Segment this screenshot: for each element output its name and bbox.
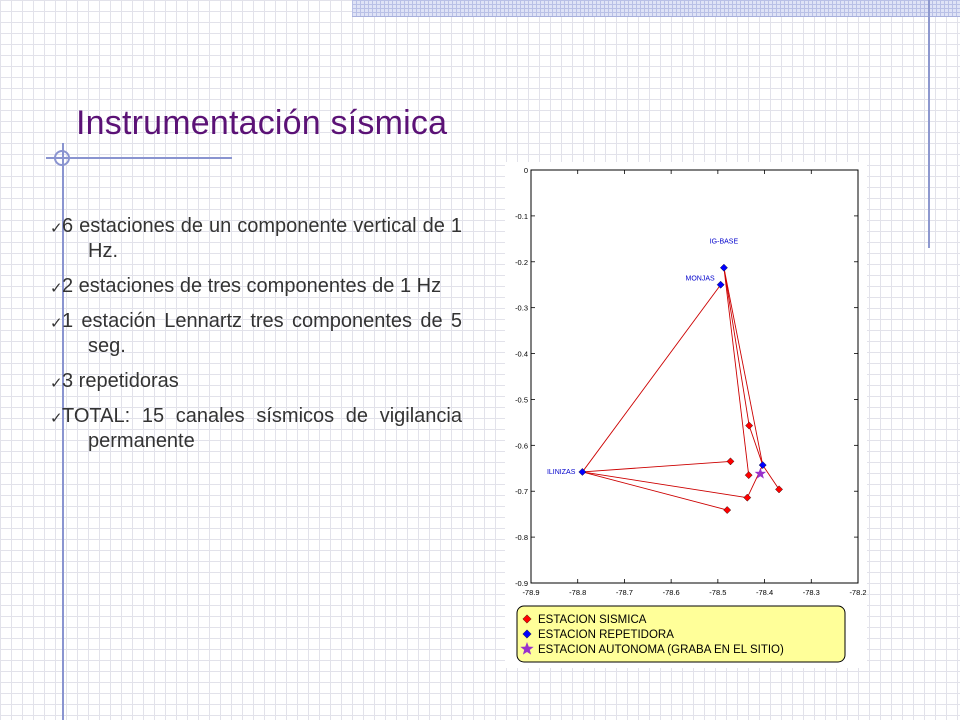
y-tick-label: -0.9 (515, 579, 528, 588)
station-label: MONJAS (685, 275, 715, 283)
bullet-text: 6 estaciones de un componente vertical de 1 Hz. (62, 215, 462, 262)
seismic-station-map (505, 162, 867, 668)
bullet-item (50, 214, 462, 264)
y-tick-label: -0.6 (515, 441, 528, 451)
slide-title: Instrumentación sísmica (76, 104, 448, 142)
y-tick-label: -0.1 (515, 211, 528, 221)
station-label: ILINIZAS (546, 468, 576, 476)
station-label: IG-BASE (709, 238, 739, 246)
y-tick-label: -0.3 (515, 303, 528, 313)
bullet-text: TOTAL: 15 canales sísmicos de vigilancia permanente (62, 405, 462, 452)
bullet-text: 2 estaciones de tres componentes de 1 Hz (62, 275, 442, 297)
y-tick-label: -0.8 (515, 533, 528, 543)
top-decorative-band (352, 0, 960, 16)
legend-label: ESTACION SISMICA (538, 614, 647, 626)
bullet-item (50, 274, 462, 299)
checkmark-icon: ✓ (50, 375, 63, 392)
checkmark-icon: ✓ (50, 220, 63, 237)
x-tick-label: -78.9 (522, 588, 540, 597)
bullet-item (50, 404, 462, 454)
x-tick-label: -78.5 (709, 588, 727, 597)
x-tick-label: -78.2 (849, 588, 867, 597)
x-tick-label: -78.3 (802, 588, 820, 597)
top-decorative-line (352, 16, 960, 17)
bullet-text: 1 estación Lennartz tres componentes de 5 seg. (62, 310, 462, 357)
y-tick-label: -0.4 (515, 349, 528, 359)
title-underline (46, 157, 232, 159)
x-tick-label: -78.6 (662, 588, 680, 597)
x-tick-label: -78.4 (756, 588, 774, 597)
bullet-text: 3 repetidoras (62, 370, 179, 392)
y-tick-label: 0 (523, 166, 528, 175)
legend-label: ESTACION REPETIDORA (538, 629, 674, 641)
y-tick-label: -0.2 (515, 257, 528, 267)
map-legend (517, 606, 845, 662)
right-decorative-line (928, 0, 930, 248)
x-tick-label: -78.7 (615, 588, 633, 597)
x-tick-label: -78.8 (569, 588, 587, 597)
checkmark-icon: ✓ (50, 315, 63, 332)
title-circle-ornament (54, 150, 70, 166)
legend-label: ESTACION AUTONOMA (GRABA EN EL SITIO) (538, 644, 784, 656)
bullet-item (50, 309, 462, 359)
bullet-item (50, 369, 462, 394)
y-tick-label: -0.7 (515, 487, 528, 497)
y-tick-label: -0.5 (515, 395, 528, 405)
checkmark-icon: ✓ (50, 280, 63, 297)
bullet-list (50, 214, 462, 464)
checkmark-icon: ✓ (50, 410, 63, 427)
